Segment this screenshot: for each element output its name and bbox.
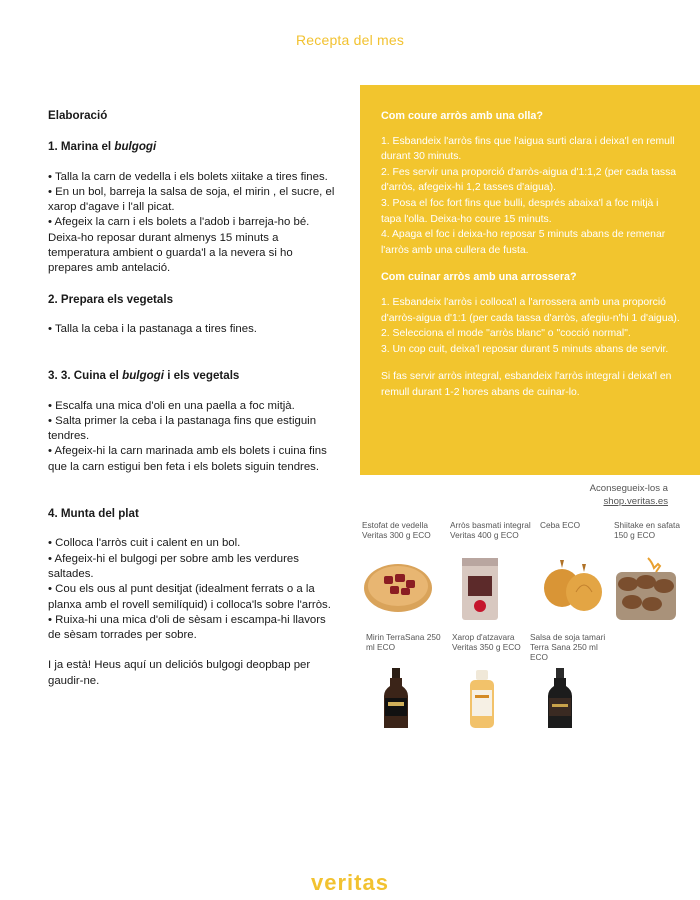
product-beef-stew[interactable] [362, 520, 444, 616]
beef-stew-icon [362, 556, 434, 616]
rice-tips-box [360, 85, 700, 475]
step-1-text-1: • Talla la carn de vedella i els bolets xiitake a tires fines. [48, 170, 328, 183]
step-3-text-2: • Salta primer la ceba i la pastanaga fins que estiguin tendres. [48, 414, 317, 443]
step-4-text-1: • Colloca l'arròs cuit i calent en un bol. [48, 537, 241, 550]
step-4-text-4: • Ruixa-hi una mica d'oli de sèsam i escampa-hi llavors de sèsam torrades per sobre. [48, 613, 326, 642]
product-mirin[interactable] [366, 632, 448, 730]
pot-step-3: 3. Posa el foc fort fins que bulli, després abaixa'l a foc mitjà i tapa l'olla. Deixa-ho coure 15 minuts. [381, 197, 659, 225]
mirin-bottle-icon [366, 668, 426, 730]
product-label: Ceba ECO [540, 520, 581, 530]
pot-step-2: 2. Fes servir una proporció d'arròs-aigua d'1:1,2 (per cada tassa d'arròs, afegeix-hi 1,2 tasses d'aigua). [381, 166, 677, 194]
step-1-text-2: • En un bol, barreja la salsa de soja, el mirin , el sucre, el xarop d'agave i l'all picat. [48, 185, 335, 214]
shop-text: Aconsegueix-los a [589, 483, 668, 494]
product-label: Xarop d'atzavara Veritas 350 g ECO [452, 632, 521, 653]
product-label: Arròs basmati integral Veritas 400 g ECO [450, 520, 531, 541]
step-4-title: 4. Munta del plat [48, 507, 139, 521]
recipe-column [48, 108, 338, 689]
onion-icon [540, 556, 606, 616]
page-title: Recepta del mes [295, 32, 405, 48]
brown-rice-note: Si fas servir arròs integral, esbandeix l'arròs integral i deixa'l en remull durant 1-2 hores abans de cuinar-lo. [381, 371, 672, 398]
product-soy-sauce[interactable] [530, 632, 612, 730]
step-3-text-1: • Escalfa una mica d'oli en una paella a foc mitjà. [48, 399, 295, 412]
cooker-question: Com cuinar arròs amb una arrossera? [381, 271, 577, 284]
recipe-heading: Elaboració [48, 109, 108, 122]
step-1-text-3: • Afegeix la carn i els bolets a l'adob i barreja-ho bé. Deixa-ho reposar durant almenys 15 minuts a temperatura ambient o guarda'l a la nevera si ho prepares amb antelació. [48, 216, 310, 275]
product-label: Mirin TerraSana 250 ml ECO [366, 632, 441, 653]
cooker-step-2: 2. Selecciona el mode "arròs blanc" o "cocció normal". [381, 328, 631, 340]
pot-step-1: 1. Esbandeix l'arròs fins que l'aigua surti clara i deixa'l en remull durant 30 minuts. [381, 135, 675, 163]
step-2-title: 2. Prepara els vegetals [48, 292, 174, 306]
product-label: Shiitake en safata 150 g ECO [614, 520, 680, 541]
cooker-step-3: 3. Un cop cuit, deixa'l reposar durant 5 minuts abans de servir. [381, 343, 669, 355]
rice-bag-icon [450, 556, 510, 622]
product-agave-syrup[interactable] [452, 632, 534, 730]
step-3-title: 3. 3. Cuina el bulgogi i els vegetals [48, 369, 240, 383]
veritas-logo: veritas [311, 870, 389, 895]
product-onion[interactable] [540, 520, 622, 616]
step-2-text-1: • Talla la ceba i la pastanaga a tires fines. [48, 322, 257, 335]
step-4-text-2: • Afegeix-hi el bulgogi per sobre amb les verdures saltades. [48, 552, 299, 580]
soy-sauce-bottle-icon [530, 668, 590, 730]
shop-url[interactable]: shop.veritas.es [603, 495, 668, 507]
pot-step-4: 4. Apaga el foc i deixa-ho reposar 5 minuts abans de remenar l'arròs amb una cullera de fusta. [381, 229, 666, 256]
pot-question: Com coure arròs amb una olla? [381, 110, 543, 122]
product-shiitake[interactable] [614, 520, 694, 622]
step-4-text-3: • Cou els ous al punt desitjat (idealment ferrats o a la planxa amb el rovell semilíquid) i colloca'ls sobre l'arròs. [48, 583, 331, 611]
product-basmati-rice[interactable] [450, 520, 532, 622]
agave-syrup-icon [452, 668, 512, 730]
closing-text: I ja està! Heus aquí un deliciós bulgogi deopbap per gaudir-ne. [48, 659, 311, 687]
cooker-step-1: 1. Esbandeix l'arròs i colloca'l a l'arrossera amb una proporció d'arròs-aigua d'1:1 (per cada tassa d'arròs, afegiu-n'hi 1 d'aigua). [381, 296, 680, 324]
step-1-title: 1. Marina el bulgogi [48, 140, 157, 154]
shiitake-tray-icon [614, 556, 678, 622]
step-3-text-3: • Afegeix-hi la carn marinada amb els bolets i cuina fins que la carn estigui ben feta i els bolets siguin tendres. [48, 445, 327, 473]
product-label: Salsa de soja tamari Terra Sana 250 ml ECO [530, 632, 606, 663]
shop-link[interactable] [590, 483, 668, 509]
product-label: Estofat de vedella Veritas 300 g ECO [362, 520, 431, 541]
